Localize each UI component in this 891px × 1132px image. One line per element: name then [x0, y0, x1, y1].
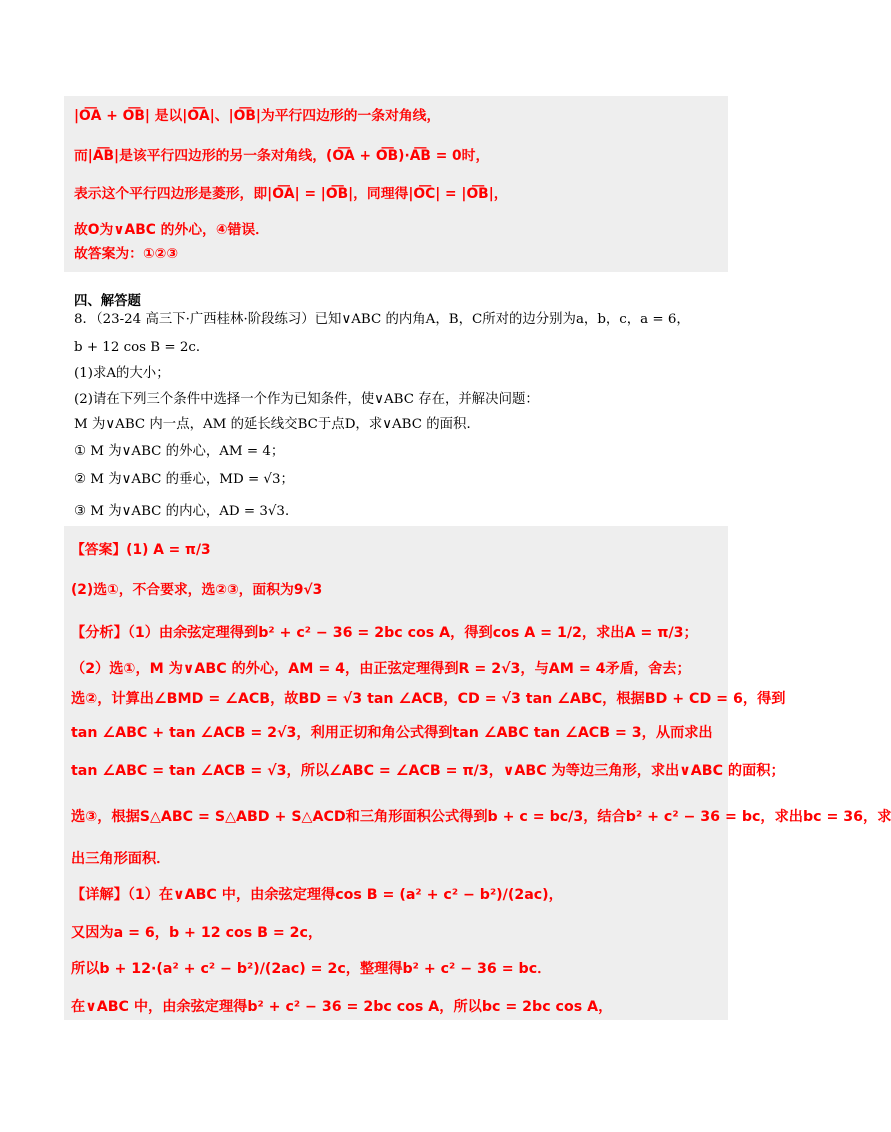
condition-2: ② M 为∨ABC 的垂心，MD = √3； [74, 472, 294, 487]
answer-line: 故答案为：①②③ [74, 246, 179, 262]
answer-block [64, 526, 728, 608]
detail-line: 在∨ABC 中，由余弦定理得b² + c² − 36 = 2bc cos A，所以bc = 2bc cos A， [71, 999, 613, 1015]
problem-line: b + 12 cos B = 2c． [74, 340, 210, 355]
problem-line: M 为∨ABC 内一点，AM 的延长线交BC于点D，求∨ABC 的面积． [74, 417, 480, 432]
solution-line: 而|A͞B|是该平行四边形的另一条对角线，(O͞A + O͞B)·A͞B = 0时， [74, 148, 490, 164]
analysis-line: tan ∠ABC + tan ∠ACB = 2√3，利用正切和角公式得到tan ∠ABC tan ∠ACB = 3，从而求出 [71, 725, 713, 741]
analysis-line: tan ∠ABC = tan ∠ACB = √3，所以∠ABC = ∠ACB = π/3，∨ABC 为等边三角形，求出∨ABC 的面积； [71, 763, 785, 779]
analysis-line: 出三角形面积． [71, 851, 171, 867]
solution-line: 表示这个平行四边形是菱形，即|O͞A| = |O͞B|，同理得|O͞C| = |O͞B|， [74, 186, 508, 202]
condition-3: ③ M 为∨ABC 的内心，AD = 3√3． [74, 504, 299, 519]
problem-line: (1)求A的大小； [74, 366, 170, 381]
analysis-line: 【分析】（1）由余弦定理得到b² + c² − 36 = 2bc cos A，得到cos A = 1/2，求出A = π/3； [71, 625, 698, 641]
detail-line: 又因为a = 6，b + 12 cos B = 2c， [71, 925, 323, 941]
detail-line: 所以b + 12·(a² + c² − b²)/(2ac) = 2c，整理得b² + c² − 36 = bc． [71, 961, 552, 977]
problem-line: (2)请在下列三个条件中选择一个作为已知条件，使∨ABC 存在，并解决问题： [74, 392, 539, 407]
condition-1: ① M 为∨ABC 的外心，AM = 4； [74, 444, 285, 459]
analysis-block [64, 608, 891, 1020]
problem-line: 8．（23-24 高三下·广西桂林·阶段练习）已知∨ABC 的内角A，B，C所对的边分别为a，b，c，a = 6， [74, 312, 690, 327]
answer-part-2: (2)选①，不合要求，选②③，面积为9√3 [71, 582, 323, 598]
solution-line: |O͞A + O͞B| 是以|O͞A|、|O͞B|为平行四边形的一条对角线， [74, 108, 441, 124]
analysis-line: 选③，根据S△ABC = S△ABD + S△ACD和三角形面积公式得到b + c = bc/3，结合b² + c² − 36 = bc，求出bc = 36，求 [71, 809, 891, 825]
solution-line: 故O为∨ABC 的外心，④错误． [74, 222, 269, 238]
section-heading: 四、解答题 [74, 294, 141, 309]
analysis-line: （2）选①，M 为∨ABC 的外心，AM = 4，由正弦定理得到R = 2√3，与AM = 4矛盾，舍去； [71, 661, 691, 677]
analysis-line: 选②，计算出∠BMD = ∠ACB，故BD = √3 tan ∠ACB，CD = √3 tan ∠ABC，根据BD + CD = 6，得到 [71, 691, 786, 707]
answer-part-1: 【答案】(1) A = π/3 [71, 542, 211, 558]
solution-block-top [64, 96, 728, 272]
detail-line: 【详解】（1）在∨ABC 中，由余弦定理得cos B = (a² + c² − b²)/(2ac)， [71, 887, 563, 903]
